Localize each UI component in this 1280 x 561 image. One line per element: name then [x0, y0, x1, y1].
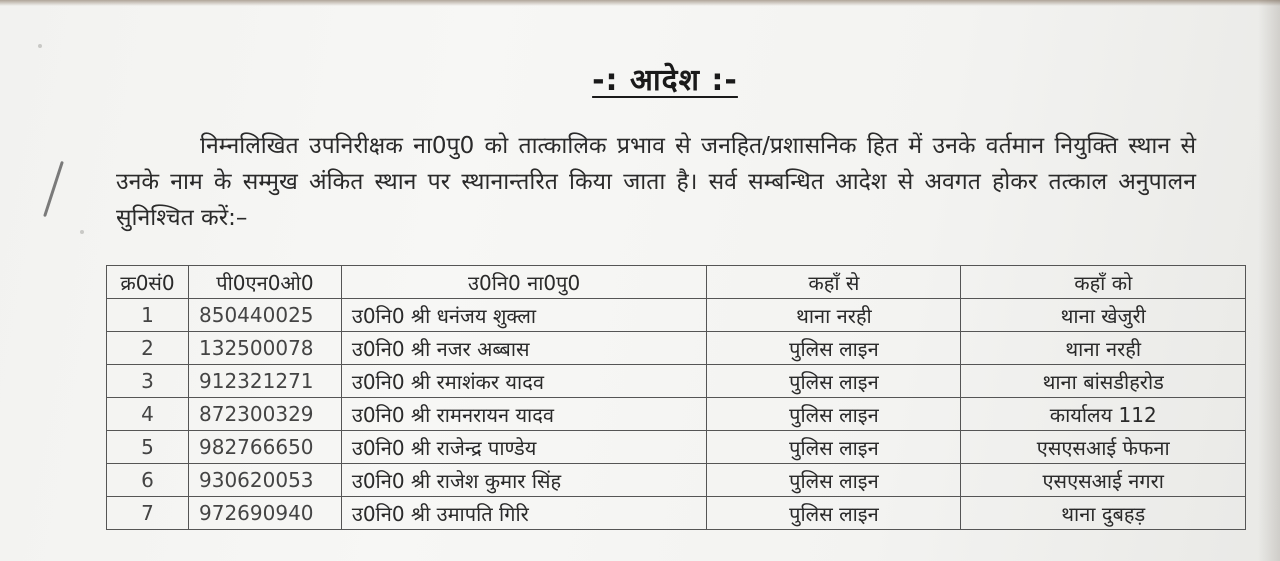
- cell-to: कार्यालय 112: [961, 398, 1246, 431]
- cell-officer-name: उ0नि0 श्री राजेन्द्र पाण्डेय: [341, 431, 706, 464]
- cell-pno: 982766650: [189, 431, 342, 464]
- table-row: [107, 365, 1246, 398]
- header-serial-no: क्र0सं0: [107, 266, 189, 299]
- cell-to: थाना नरही: [961, 332, 1246, 365]
- cell-pno: 912321271: [189, 365, 342, 398]
- table-row: [107, 431, 1246, 464]
- cell-from: पुलिस लाइन: [707, 332, 961, 365]
- table-row: [107, 497, 1246, 530]
- cell-serial-no: 4: [107, 398, 189, 431]
- order-paragraph: निम्नलिखित उपनिरीक्षक ना0पु0 को तात्कालिक प्रभाव से जनहित/प्रशासनिक हित में उनके वर्तमान नियुक्ति स्थान से उनके नाम के सम्मुख अंकित स्थान पर स्थानान्तरित किया जाता है। सर्व सम्बन्धित आदेश से अवगत होकर तत्काल अनुपालन सुनिश्चित करें:–: [116, 133, 1196, 231]
- page-edge-shadow: [1258, 0, 1280, 561]
- cell-officer-name: उ0नि0 श्री धनंजय शुक्ला: [341, 299, 706, 332]
- header-from: कहाँ से: [707, 266, 961, 299]
- table-row: [107, 332, 1246, 365]
- cell-officer-name: उ0नि0 श्री राजेश कुमार सिंह: [341, 464, 706, 497]
- handwritten-margin-mark: [43, 161, 64, 217]
- cell-pno: 850440025: [189, 299, 342, 332]
- header-to: कहाँ को: [961, 266, 1246, 299]
- cell-to: एसएसआई फेफना: [961, 431, 1246, 464]
- cell-officer-name: उ0नि0 श्री उमापति गिरि: [341, 497, 706, 530]
- cell-serial-no: 1: [107, 299, 189, 332]
- paper-speck: [38, 44, 42, 48]
- cell-pno: 872300329: [189, 398, 342, 431]
- cell-officer-name: उ0नि0 श्री रामनरायन यादव: [341, 398, 706, 431]
- cell-to: थाना दुबहड़: [961, 497, 1246, 530]
- cell-officer-name: उ0नि0 श्री नजर अब्बास: [341, 332, 706, 365]
- cell-serial-no: 6: [107, 464, 189, 497]
- cell-pno: 132500078: [189, 332, 342, 365]
- header-pno: पी0एन0ओ0: [189, 266, 342, 299]
- header-officer-name: उ0नि0 ना0पु0: [341, 266, 706, 299]
- cell-to: थाना खेजुरी: [961, 299, 1246, 332]
- cell-from: पुलिस लाइन: [707, 431, 961, 464]
- cell-serial-no: 5: [107, 431, 189, 464]
- cell-from: पुलिस लाइन: [707, 398, 961, 431]
- cell-from: पुलिस लाइन: [707, 497, 961, 530]
- cell-to: थाना बांसडीहरोड: [961, 365, 1246, 398]
- cell-serial-no: 3: [107, 365, 189, 398]
- cell-from: पुलिस लाइन: [707, 464, 961, 497]
- cell-to: एसएसआई नगरा: [961, 464, 1246, 497]
- page-top-edge: [0, 0, 1280, 6]
- cell-pno: 972690940: [189, 497, 342, 530]
- cell-from: थाना नरही: [707, 299, 961, 332]
- table-header-row: [107, 266, 1246, 299]
- transfer-table: [106, 265, 1246, 530]
- cell-from: पुलिस लाइन: [707, 365, 961, 398]
- table-row: [107, 299, 1246, 332]
- table-row: [107, 398, 1246, 431]
- cell-officer-name: उ0नि0 श्री रमाशंकर यादव: [341, 365, 706, 398]
- cell-serial-no: 7: [107, 497, 189, 530]
- paper-speck: [80, 230, 84, 234]
- cell-serial-no: 2: [107, 332, 189, 365]
- cell-pno: 930620053: [189, 464, 342, 497]
- table-row: [107, 464, 1246, 497]
- order-heading: -: आदेश :-: [592, 63, 738, 98]
